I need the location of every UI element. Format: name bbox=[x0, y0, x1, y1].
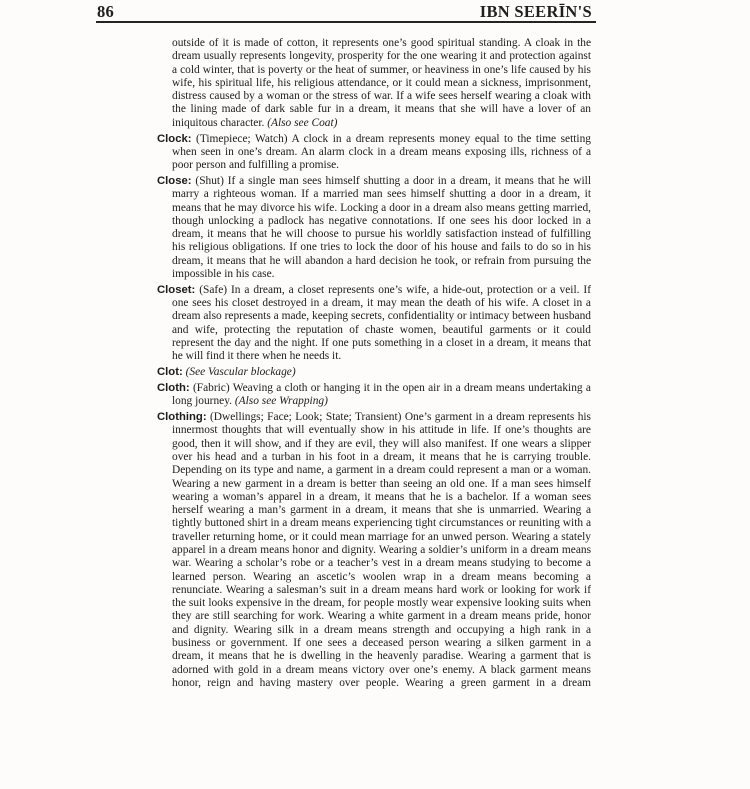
paragraph-cloak-continuation bbox=[157, 37, 591, 130]
entry-clock bbox=[157, 133, 591, 173]
entry-term: Clock bbox=[157, 132, 188, 145]
entry-body: (Timepiece; Watch) A clock in a dream represents money equal to the time setting when seen in one’s dream. An alarm clock in a dream means exposing ills, richness of a poor person and fulfilling a promise. bbox=[172, 132, 591, 172]
term-separator: : bbox=[187, 174, 192, 187]
cross-reference: (See Vascular blockage) bbox=[182, 366, 296, 379]
cross-reference: (Also see Coat) bbox=[264, 116, 338, 129]
entry-clot bbox=[157, 366, 591, 379]
entry-term: Clot bbox=[157, 366, 179, 379]
header-rule bbox=[96, 21, 596, 23]
page-number: 86 bbox=[97, 2, 115, 21]
term-separator: : bbox=[187, 132, 192, 145]
page-header bbox=[97, 2, 592, 22]
term-separator: : bbox=[178, 366, 183, 379]
entry-term: Closet bbox=[157, 283, 192, 296]
term-separator: : bbox=[191, 283, 196, 296]
entry-term: Close bbox=[157, 174, 188, 187]
entry-body: (Safe) In a dream, a closet represents one’s wife, a hide-out, protection or a veil. If one sees his closet destroyed in a dream, it may mean the death of his wife. A closet in a dream also represents a made, keeping secrets, confidentiality or intimacy between husband and wife, protecting the reputation of chaste women, beautiful garments or it could represent the day and the night. If one puts something in a closet in a dream, it means that he will find it there when he needs it. bbox=[172, 283, 591, 363]
entry-clothing bbox=[157, 411, 591, 690]
cross-reference: (Also see Wrapping) bbox=[232, 395, 328, 408]
term-separator: : bbox=[185, 381, 190, 394]
term-separator: : bbox=[202, 411, 207, 424]
entry-closet bbox=[157, 284, 591, 364]
paragraph-text: outside of it is made of cotton, it represents one’s good spiritual standing. A cloak in the dream usually represents longevity, prosperity for the one wearing it and protection against a cold winter, that is poverty or the heat of summer, or heaviness in one’s life caused by his wife, his spiritual life, his religious attendance, or it could mean a sickness, imprisonment, distress caused by a woman or the stress of war. If a wife sees herself wearing a cloak with the lining made of dark sable fur in a dream, it means that she will have a lover of an iniquitous character. bbox=[172, 37, 591, 129]
entry-body: (Dwellings; Face; Look; State; Transient) One’s garment in a dream represents his innermost thoughts that will eventually show in his attitude in life. If one’s thoughts are good, then it will show, and if they are evil, they will also manifest. If one wears a slipper over his head and a turban in his foot in a dream, it means that he is carrying trouble. Depending on its type and name, a garment in a dream could represent a man or a woman. Wearing a new garment in a dream is better than seeing an old one. If a man sees himself wearing a woman’s apparel in a dream, it means that he is a bachelor. If a woman sees herself wearing a man’s garment in a dream, it means that she is unmarried. Wearing a tightly buttoned shirt in a dream means experiencing tight circumstances or reuniting with a traveller returning home, or it could mean marriage for an unwed person. Wearing a stately apparel in a dream means honor and dignity. Wearing a soldier’s uniform in a dream means war. Wearing a scholar’s robe or a teacher’s vest in a dream means studying to become a learned person. Wearing an ascetic’s woolen wrap in a dream means becoming a renunciate. Wearing a salesman’s suit in a dream means hard work or looking for work if the suit looks expensive in the dream, for people mostly wear expensive looking suits when they are still searching for work. Wearing a white garment in a dream means pride, honor and dignity. Wearing silk in a dream means strength and occupying a high rank in a business or government. If one sees a deceased person wearing a silken garment in a dream, it means that he is dwelling in the heavenly paradise. Wearing a garment that is adorned with gold in a dream means victory over one’s enemy. A black garment means honor, reign and having mastery over people. Wearing a green garment in a dream bbox=[172, 411, 591, 689]
entry-body: (Fabric) Weaving a cloth or hanging it in the open air in a dream means undertaking a long journey. bbox=[172, 381, 591, 408]
entry-term: Cloth bbox=[157, 381, 186, 394]
entry-body: (Shut) If a single man sees himself shutting a door in a dream, it means that he will marry a righteous woman. If a married man sees himself shutting a door in a dream, it means that he may divorce his wife. Locking a door in a dream also means getting married, though unlocking a padlock has negative connotations. If one sees his door locked in a dream, it means that he will choose to pursue his worldly satisfaction instead of fulfilling his religious obligations. If one tries to lock the door of his house and fails to do so in his dream, it means that he will abandon a hard decision he took, or refrain from pursuing the impossible in his case. bbox=[172, 174, 591, 281]
entry-close bbox=[157, 175, 591, 281]
entry-term: Clothing bbox=[157, 411, 203, 424]
entry-cloth bbox=[157, 382, 591, 409]
running-head-title: IBN SEERĪN'S bbox=[479, 2, 592, 21]
dictionary-text-block bbox=[157, 37, 591, 690]
